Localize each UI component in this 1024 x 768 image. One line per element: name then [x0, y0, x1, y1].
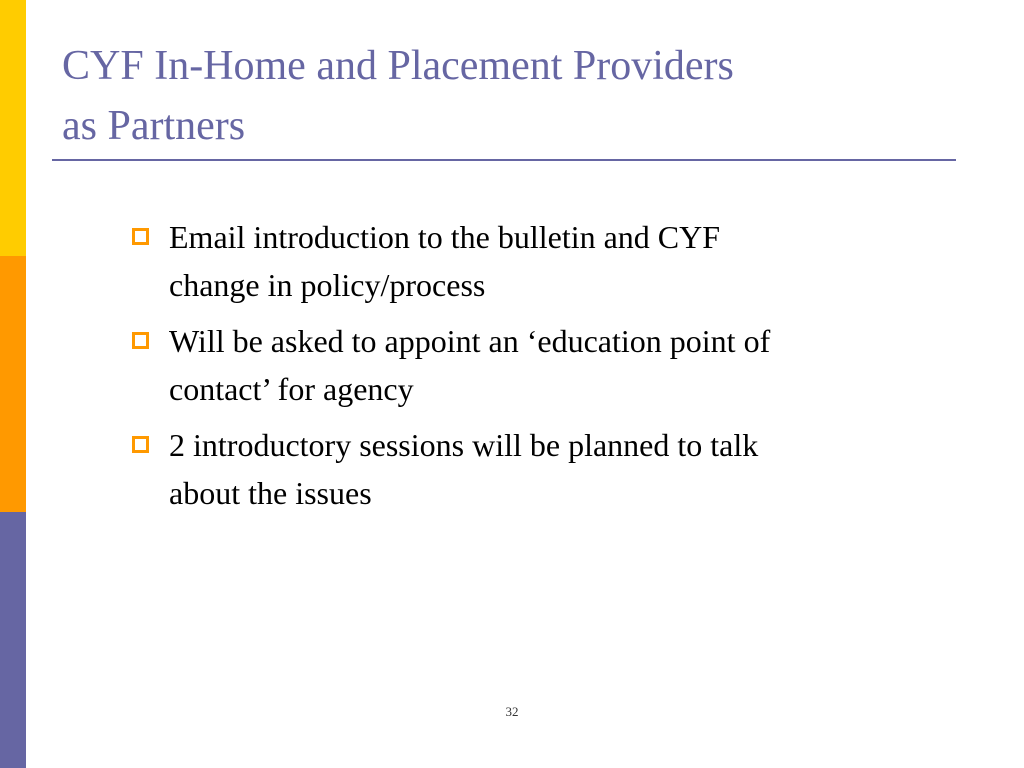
slide-title-line-1: CYF In-Home and Placement Providers: [62, 43, 734, 89]
square-bullet-icon: [132, 228, 149, 245]
title-divider: [52, 159, 956, 161]
bullet-item-1: [128, 213, 928, 309]
bullet-item-3: [128, 421, 928, 517]
square-bullet-icon: [132, 436, 149, 453]
side-band-purple: [0, 512, 26, 768]
bullet-text-line: about the issues: [169, 475, 372, 511]
bullet-text-line: Will be asked to appoint an ‘education point of: [169, 323, 771, 359]
slide-title: [62, 36, 962, 156]
bullet-text-line: 2 introductory sessions will be planned to talk: [169, 427, 759, 463]
square-bullet-icon: [132, 332, 149, 349]
slide-title-line-2: as Partners: [62, 103, 246, 149]
bullet-text-line: Email introduction to the bulletin and CYF: [169, 219, 721, 255]
bullet-text-line: change in policy/process: [169, 267, 486, 303]
bullet-item-2: [128, 317, 928, 413]
bullet-text-line: contact’ for agency: [169, 371, 414, 407]
side-band-yellow: [0, 0, 26, 256]
side-band-orange: [0, 256, 26, 512]
bullet-list: [128, 213, 928, 525]
page-number: 32: [505, 704, 519, 719]
